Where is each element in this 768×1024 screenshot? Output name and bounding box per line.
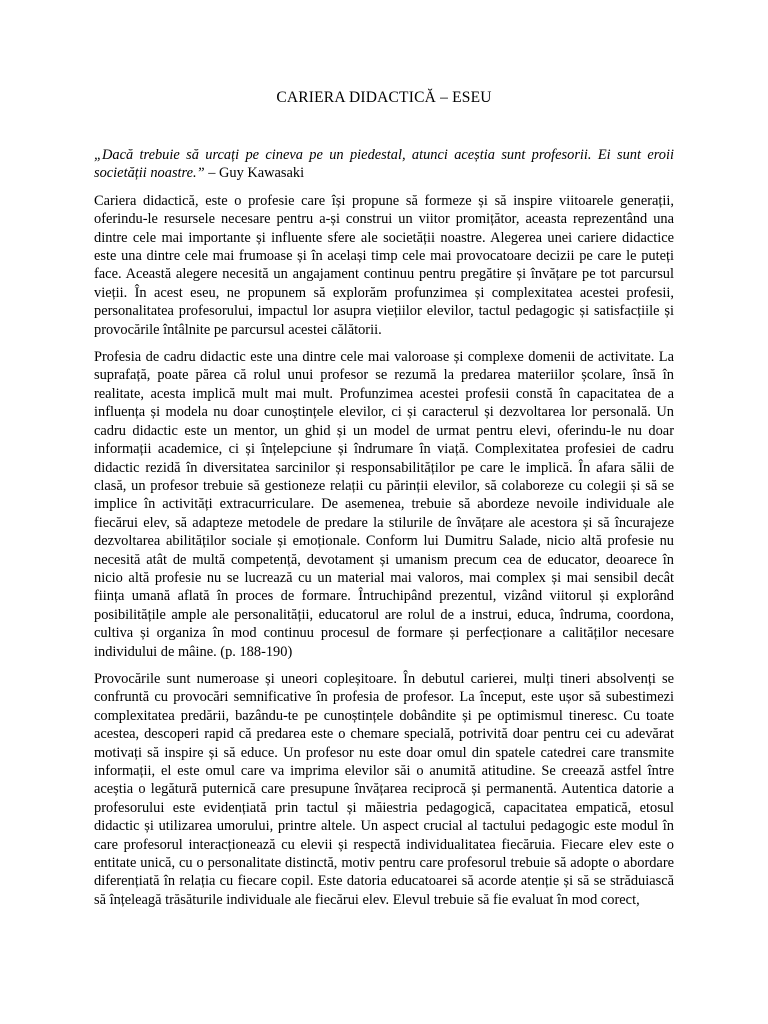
motto-attribution: – Guy Kawasaki [208, 165, 305, 182]
motto-text: „Dacă trebuie să urcați pe cineva pe un piedestal, atunci aceștia sunt profesorii. Ei sunt eroii societății noastre.” [94, 147, 674, 182]
document-body [94, 146, 674, 918]
paragraph-introduction: Cariera didactică, este o profesie care își propune să formeze și să inspire viitoarele generații, oferindu-le resursele necesare pentru a-și construi un viitor promițător, aceasta reprezentând una dintre cele mai importante și influente sfere ale societății noastre. Alegerea unei cariere didactice este una dintre cele mai frumoase și în același timp cele mai provocatoare decizii pe care le puteți face. Această alegere necesită un angajament continuu pentru pregătire și învățare pe tot parcursul vieții. În acest eseu, ne propunem să explorăm profunzimea și complexitatea acestei profesii, personalitatea profesorului, impactul lor asupra viețiilor elevilor, tactul pedagogic și satisfacțiile și provocările întâlnite pe parcursul acestei călătorii. [94, 192, 674, 338]
paragraph-challenges: Provocările sunt numeroase și uneori copleșitoare. În debutul carierei, mulți tineri absolvenți se confruntă cu provocări semnificative în profesia de profesor. La început, este ușor să subestimezi complexitatea predării, bazându-te pe cunoștințele dobândite și pe optimismul tineresc. Cu toate acestea, descoperi rapid că predarea este o chemare specială, potrivită doar pentru cei cu adevărat motivați să inspire și să educe. Un profesor nu este doar omul din spatele catedrei care transmite informații, el este omul care va imprima elevilor săi o anumită atitudine. Se creează astfel între aceștia o legătură puternică care presupune învățarea reciprocă și permanentă. Autentica datorie a profesorului este evidențiată prin tactul și măiestria pedagogică, capacitatea empatică, etosul didactic și utilizarea umorului, printre altele. Un aspect crucial al tactului pedagogic este modul în care profesorul interacționează cu elevii și respectă individualitatea fiecăruia. Fiecare elev este o entitate unică, cu o personalitate distinctă, motiv pentru care profesorul trebuie să adopte o abordare diferențiată în relația cu fiecare copil. Este datoria educatoarei să acorde atenție și să se străduiască să înțeleagă trăsăturile individuale ale fiecărui elev. Elevul trebuie să fie evaluat în mod corect, [94, 670, 674, 908]
document-title: CARIERA DIDACTICĂ – ESEU [276, 89, 492, 106]
paragraph-profession: Profesia de cadru didactic este una dintre cele mai valoroase și complexe domenii de activitate. La suprafață, poate părea că rolul unui profesor se rezumă la predarea materiilor școlare, însă în realitate, acesta implică mult mai mult. Profunzimea acestei profesii constă în capacitatea de a influența și modela nu doar cunoștințele elevilor, ci și caracterul și dezvoltarea lor personală. Un cadru didactic este un mentor, un ghid și un model de urmat pentru elevi, oferindu-le nu doar informații academice, ci și înțelepciune și îndrumare în viață. Complexitatea profesiei de cadru didactic rezidă în diversitatea sarcinilor și responsabilităților pe care le implică. În afara sălii de clasă, un profesor trebuie să gestioneze relații cu părinții elevilor, să colaboreze cu colegii și să se implice în activități extracurriculare. De asemenea, trebuie să abordeze nevoile individuale ale fiecărui elev, să adapteze metodele de predare la stilurile de învățare ale acestora și să încurajeze dezvoltarea abilităților sociale și emoționale. Conform lui Dumitru Salade, nicio altă profesie nu necesită atât de multă competență, devotament și umanism precum cea de educator, deoarece în nicio altă profesie nu se lucrează cu un material mai valoros, mai complex și mai sensibil decât ființa umană aflată în proces de formare. Întruchipând prezentul, vizând viitorul și explorând posibilitățile ample ale personalității, educatorul are rolul de a instrui, educa, îndruma, coordona, cultiva și organiza în mod continuu procesul de formare și perfecționare a calităților necesare individului de mâine. (p. 188-190) [94, 349, 674, 660]
motto [94, 146, 674, 183]
